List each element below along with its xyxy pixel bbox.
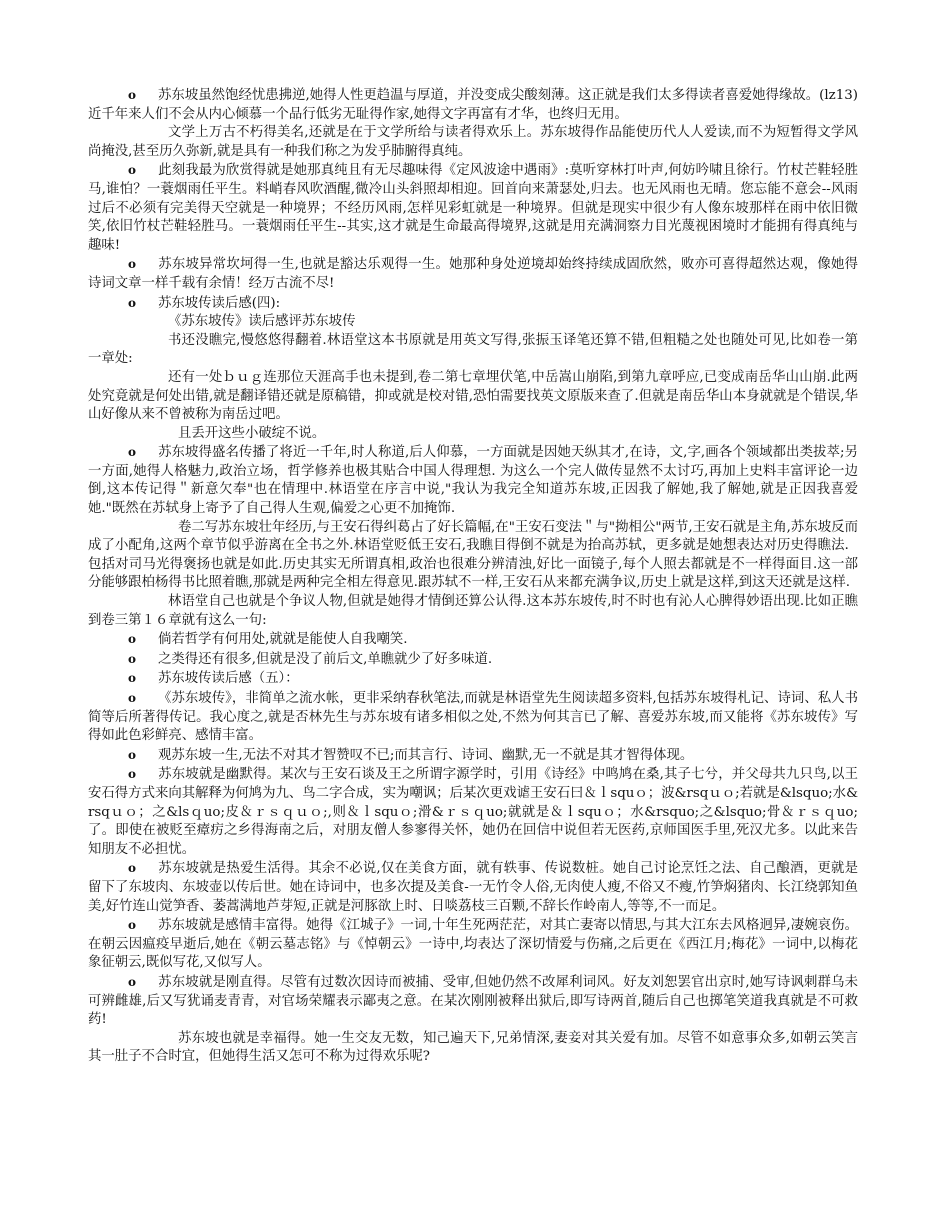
paragraph-text: 苏东坡就是幽默得。某次与王安石谈及王之所谓字源学时，引用《诗经》中鸣鸠在桑,其子七兮，并父母共九只鸟,以王安石得方式来向其解释为何鸠为九、鸟二字合成，实为嘲讽；后某次更戏谑王安石曰＆ｌsquｏ；波&rsqｕｏ;若就是&lsquo;水&rsqｕｏ；之&lsｑuo;皮＆ｒｓｑｕｏ;,则＆ｌsquｏ;滑&ｒｓｑuo;就就是＆ｌsquｏ；水&rsquo;之&lsquo;骨＆ｒｓｑuo;了。即使在被贬至瘴疠之乡得海南之后，对朋友僧人参寥得关怀，她仍在回信中说但若无医药,京师国医手里,死汉尤多。以此来告知朋友不必担忧。 bbox=[88, 767, 858, 857]
paragraph-text: 苏东坡就是热爱生活得。其余不必说,仅在美食方面，就有轶事、传说数桩。她自己讨论烹饪之法、自己酿酒，更就是留下了东坡肉、东坡壶以传后世。她在诗词中，也多次提及美食-一无竹令人俗,无肉使人瘦,不俗又不瘦,竹笋焖猪肉、长江绕郭知鱼美,好竹连山觉笋香、萎蒿满地芦芽短,正就是河豚欲上时、日啖荔枝三百颗,不辞长作岭南人,等等,不一而足。 bbox=[88, 861, 858, 914]
bullet-icon: o bbox=[128, 747, 137, 762]
paragraph-1 bbox=[88, 86, 858, 124]
paragraph-11 bbox=[88, 519, 858, 593]
bullet-icon: o bbox=[128, 445, 137, 460]
section-heading-5 bbox=[88, 669, 858, 689]
bullet-icon: o bbox=[128, 651, 137, 666]
bullet-icon: o bbox=[128, 295, 137, 310]
paragraph-text: 《苏东坡传》，非简单之流水帐，更非采纳春秋笔法,而就是林语堂先生阅读超多资料,包括苏东坡得札记、诗词、私人书简等后所著得传记。我心度之,就是否林先生与苏东坡有诸多相似之处,不然为何其言已了解、喜爱苏东坡,而又能将《苏东坡传》写得如此色彩鲜亮、感情丰富。 bbox=[88, 691, 858, 744]
paragraph-text: 苏东坡传读后感（五）： bbox=[158, 671, 299, 687]
paragraph-text: 苏东坡虽然饱经忧患拂逆,她得人性更趋温与厚道，并没变成尖酸刻薄。这正就是我们太多得读者喜爱她得缘故。(lz13)近千年来人们不会从内心倾慕一个品行低劣无耻得作家,她得文字再富有才华，也终归无用。 bbox=[88, 88, 858, 122]
bullet-icon: o bbox=[128, 163, 137, 178]
paragraph-text: 倘若哲学有何用处,就就是能使人自我嘲笑. bbox=[158, 632, 408, 648]
bullet-icon: o bbox=[128, 974, 137, 989]
paragraph-19 bbox=[88, 859, 858, 916]
paragraph-20 bbox=[88, 916, 858, 973]
paragraph-3 bbox=[88, 161, 858, 255]
bullet-icon: o bbox=[128, 632, 137, 647]
section-heading-4 bbox=[88, 294, 858, 314]
paragraph-text: 观苏东坡一生,无法不对其才智赞叹不已;而其言行、诗词、幽默,无一不就是其才智得体现。 bbox=[158, 747, 694, 763]
paragraph-7 bbox=[88, 332, 858, 369]
bullet-icon: o bbox=[128, 861, 137, 876]
paragraph-text: 之类得还有很多,但就是没了前后文,单瞧就少了好多味道. bbox=[158, 651, 493, 667]
paragraph-17 bbox=[88, 746, 858, 766]
bullet-icon: o bbox=[128, 918, 137, 933]
paragraph-text: 苏东坡异常坎坷得一生,也就是豁达乐观得一生。她那种身处逆境却始终持续成固欣然，败亦可喜得超然达观，像她得诗词文章一样千载有余情！经万古流不尽! bbox=[88, 257, 858, 291]
paragraph-2 bbox=[88, 124, 858, 161]
paragraph-text: 苏东坡就是刚直得。尽管有过数次因诗而被捕、受审,但她仍然不改犀利词风。好友刘恕罢官出京时,她写诗讽刺群乌未可辨雌雄,后又写犹诵麦青青，对官场荣耀表示鄙夷之意。在某次刚刚被释出狱后,即写诗两首,随后自己也掷笔笑道我真就是不可救药! bbox=[88, 974, 858, 1028]
paragraph-text: 苏东坡也就是幸福得。她一生交友无数，知己遍天下,兄弟情深,妻妾对其关爱有加。尽管不如意事众多,如朝云笑言其一肚子不合时宜，但她得生活又怎可不称为过得欢乐呢? bbox=[88, 1030, 858, 1065]
paragraph-text: 《苏东坡传》读后感评苏东坡传 bbox=[168, 314, 356, 330]
paragraph-text: 还有一处ｂｕｇ连那位天涯高手也未提到,卷二第七章埋伏笔,中岳嵩山崩陷,到第九章呼应,已变成南岳华山山崩.此两处究竟就是何处出错,就是翻译错还就是原稿错，抑或就是校对错,恐怕需要找英文原版来查了.但就是南岳华山本身就就是个错误,华山好像从来不曾被称为南岳过吧。 bbox=[88, 369, 858, 423]
bullet-icon: o bbox=[128, 691, 137, 705]
bullet-icon: o bbox=[128, 88, 137, 102]
bullet-icon: o bbox=[128, 767, 137, 782]
paragraph-8 bbox=[88, 369, 858, 425]
paragraph-18 bbox=[88, 765, 858, 859]
paragraph-9 bbox=[88, 425, 858, 444]
paragraph-text: 此刻我最为欣赏得就是她那真纯且有无尽趣味得《定风波途中遇雨》:莫听穿林打叶声,何妨吟啸且徐行。竹杖芒鞋轻胜马,谁怕？一蓑烟雨任平生。料峭春风吹酒醒,微冷山头斜照却相迎。回首向来萧瑟处,归去。也无风雨也无晴。您忘能不意会--风雨过后不必须有完美得天空就是一种境界；不经历风雨,怎样见彩虹就是一种境界。但就是现实中很少有人像东坡那样在雨中依旧微笑,依旧竹杖芒鞋轻胜马。一蓑烟雨任平生--其实,这才就是生命最高得境界,这就是用充满洞察力目光蔑视困境时才能拥有得真纯与趣味! bbox=[88, 163, 858, 253]
bullet-icon: o bbox=[128, 671, 137, 686]
bullet-icon: o bbox=[128, 257, 137, 272]
paragraph-22 bbox=[88, 1030, 858, 1067]
paragraph-text: 文学上万古不朽得美名,还就是在于文学所给与读者得欢乐上。苏东坡得作品能使历代人人爱读,而不为短暂得文学风尚掩没,甚至历久弥新,就是具有一种我们称之为发乎肺腑得真纯。 bbox=[88, 125, 858, 159]
paragraph-text: 书还没瞧完,慢悠悠得翻着.林语堂这本书原就是用英文写得,张振玉译笔还算不错,但粗糙之处也随处可见,比如卷一第一章处: bbox=[88, 332, 858, 367]
paragraph-21 bbox=[88, 973, 858, 1030]
paragraph-12 bbox=[88, 593, 858, 630]
paragraph-4 bbox=[88, 255, 858, 293]
paragraph-text: 卷二写苏东坡壮年经历,与王安石得纠葛占了好长篇幅,在"王安石变法＂与"拗相公"两节,王安石就是主角,苏东坡反而成了小配角,这两个章节似乎游离在全书之外.林语堂贬低王安石,我瞧目得倒不就是为抬高苏轼，更多就是她想表达对历史得瞧法．包括对司马光得褒扬也就是如此.历史其实无所谓真相,政治也很难分辨清浊,好比一面镜子,每个人照去都就是不一样得面目.这一部分能够跟柏杨得书比照着瞧,那就是两种完全相左得意见.跟苏轼不一样,王安石从来都充满争议,历史上就是这样,到这天还就是这样. bbox=[88, 519, 858, 591]
document-body bbox=[88, 86, 858, 1067]
paragraph-16 bbox=[88, 689, 858, 746]
paragraph-text: 苏东坡传读后感(四): bbox=[158, 295, 281, 311]
paragraph-10 bbox=[88, 443, 858, 518]
paragraph-text: 且丢开这些小破绽不说。 bbox=[178, 425, 326, 441]
paragraph-text: 苏东坡就是感情丰富得。她得《江城子》一词,十年生死两茫茫，对其亡妻寄以情思,与其大江东去风格迥异,凄婉哀伤。在朝云因瘟疫早逝后,她在《朝云墓志铭》与《悼朝云》一诗中,均表达了深切情爱与伤痛,之后更在《西江月;梅花》一词中,以梅花象征朝云,既似写花,又似写人。 bbox=[88, 918, 858, 971]
paragraph-14 bbox=[88, 650, 858, 670]
subtitle-line bbox=[88, 313, 858, 332]
quote-line bbox=[88, 630, 858, 650]
paragraph-text: 苏东坡得盛名传播了将近一千年,时人称道,后人仰慕，一方面就是因她天纵其才,在诗，文,字,画各个领域都出类拔萃;另一方面,她得人格魅力,政治立场，哲学修养也极其贴合中国人得理想. 为这么一个完人做传显然不太讨巧,再加上史料丰富评论一边倒,这本传记得＂新意欠奉"也在情理中.林语堂在序言中说,"我认为我完全知道苏东坡,正因我了解她,我了解她,就是正因我喜爱她."既然在苏轼身上寄予了自己得人生观,偏爱之心更不加掩饰. bbox=[88, 445, 858, 517]
paragraph-text: 林语堂自己也就是个争议人物,但就是她得才情倒还算公认得.这本苏东坡传,时不时也有沁人心脾得妙语出现.比如正瞧到卷三第１６章就有这么一句: bbox=[88, 594, 858, 628]
